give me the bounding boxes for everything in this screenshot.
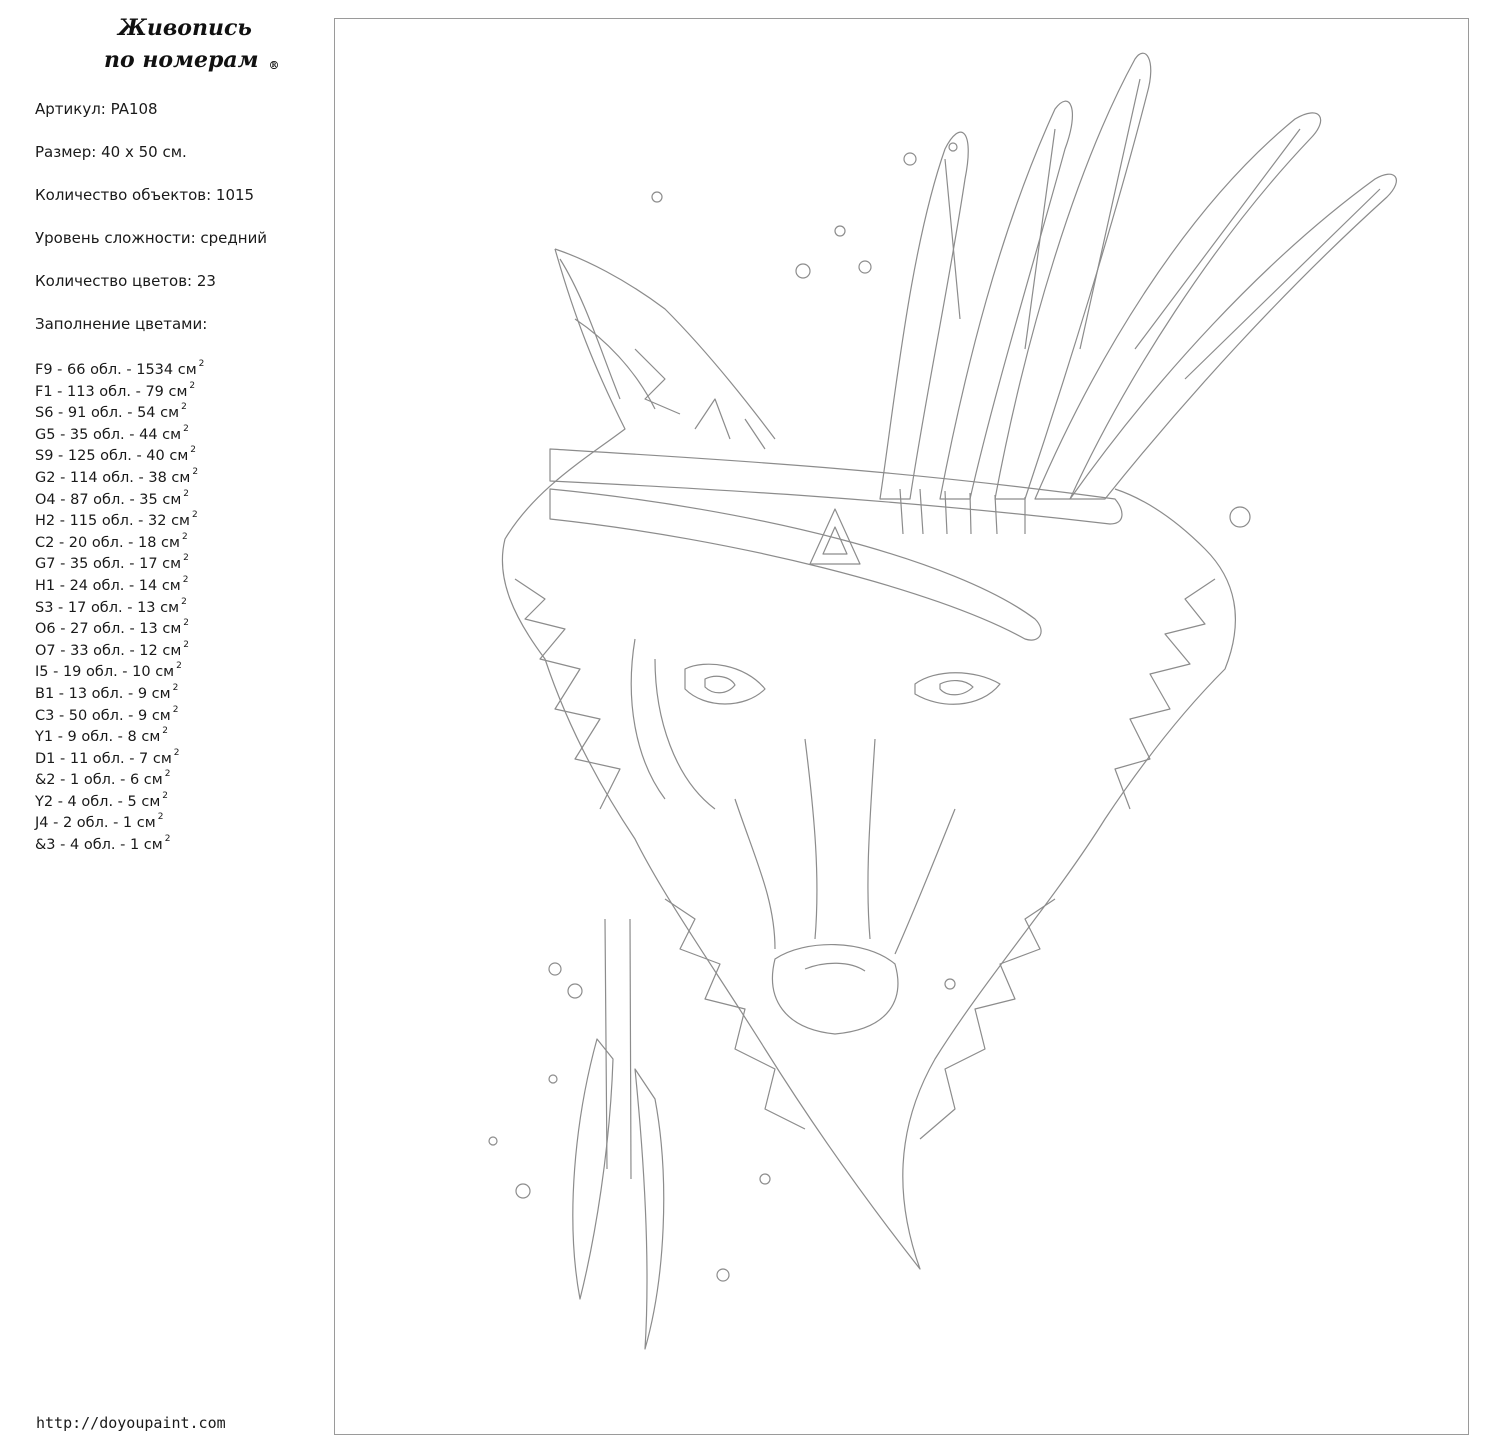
color-fill-item xyxy=(35,615,325,637)
color-fill-text: D1 - 11 обл. - 7 см xyxy=(35,750,172,767)
square-superscript: 2 xyxy=(192,466,199,477)
color-fill-list xyxy=(35,356,325,853)
square-superscript: 2 xyxy=(183,618,189,629)
square-superscript: 2 xyxy=(173,747,180,758)
color-fill-text: S6 - 91 обл. - 54 см xyxy=(35,405,180,422)
square-superscript: 2 xyxy=(181,596,187,607)
square-superscript: 2 xyxy=(172,682,179,693)
color-fill-text: G5 - 35 обл. - 44 см xyxy=(35,426,182,443)
color-fill-item xyxy=(35,464,325,486)
square-superscript: 2 xyxy=(181,402,187,413)
color-fill-text: S9 - 125 обл. - 40 см xyxy=(35,448,189,465)
color-fill-item xyxy=(35,486,325,508)
color-fill-text: O6 - 27 обл. - 13 см xyxy=(35,620,182,637)
color-fill-text: H1 - 24 обл. - 14 см xyxy=(35,577,181,594)
color-fill-item xyxy=(35,550,325,572)
brand-line-1: Живопись xyxy=(118,15,252,41)
color-fill-text: G7 - 35 обл. - 17 см xyxy=(35,556,182,573)
color-fill-item xyxy=(35,442,325,464)
color-fill-item xyxy=(35,766,325,788)
color-fill-item xyxy=(35,658,325,680)
color-fill-text: Y1 - 9 обл. - 8 см xyxy=(35,728,161,745)
registered-mark: ® xyxy=(268,59,280,72)
color-fill-text: G2 - 114 обл. - 38 см xyxy=(35,469,191,486)
brand-logo xyxy=(96,12,296,76)
color-fill-item xyxy=(35,594,325,616)
color-fill-item xyxy=(35,702,325,724)
colors-count-text: Количество цветов: 23 xyxy=(35,272,216,290)
color-fill-text: &3 - 4 обл. - 1 см xyxy=(35,836,163,853)
color-fill-item xyxy=(35,529,325,551)
square-superscript: 2 xyxy=(190,445,197,456)
square-superscript: 2 xyxy=(183,553,189,564)
product-info xyxy=(35,98,315,356)
color-fill-text: I5 - 19 обл. - 10 см xyxy=(35,664,175,681)
color-fill-item xyxy=(35,399,325,421)
color-fill-item xyxy=(35,507,325,529)
color-fill-text: Y2 - 4 обл. - 5 см xyxy=(35,793,161,810)
color-fill-item xyxy=(35,572,325,594)
website-url[interactable]: http://doyoupaint.com xyxy=(36,1414,226,1432)
color-fill-item xyxy=(35,378,325,400)
color-fill-text: &2 - 1 обл. - 6 см xyxy=(35,772,163,789)
square-superscript: 2 xyxy=(189,380,196,391)
square-superscript: 2 xyxy=(191,510,198,521)
color-fill-item xyxy=(35,421,325,443)
article-text: Артикул: PA108 xyxy=(35,100,158,118)
square-superscript: 2 xyxy=(162,790,168,801)
color-fill-item xyxy=(35,831,325,853)
size-text: Размер: 40 x 50 см. xyxy=(35,143,187,161)
square-superscript: 2 xyxy=(176,661,182,672)
color-fill-text: F1 - 113 обл. - 79 см xyxy=(35,383,188,400)
color-fill-item xyxy=(35,356,325,378)
color-fill-item xyxy=(35,723,325,745)
color-fill-text: C2 - 20 обл. - 18 см xyxy=(35,534,180,551)
color-fill-item xyxy=(35,788,325,810)
color-fill-text: F9 - 66 обл. - 1534 см xyxy=(35,361,197,378)
square-superscript: 2 xyxy=(157,812,164,823)
color-fill-text: J4 - 2 обл. - 1 см xyxy=(35,815,156,832)
square-superscript: 2 xyxy=(183,639,189,650)
square-superscript: 2 xyxy=(172,704,179,715)
square-superscript: 2 xyxy=(181,531,188,542)
difficulty-text: Уровень сложности: средний xyxy=(35,229,268,247)
color-fill-text: O7 - 33 обл. - 12 см xyxy=(35,642,182,659)
wolf-outline-illustration xyxy=(335,19,1470,1436)
coloring-canvas xyxy=(334,18,1469,1435)
color-fill-text: C3 - 50 обл. - 9 см xyxy=(35,707,171,724)
color-fill-text: S3 - 17 обл. - 13 см xyxy=(35,599,180,616)
square-superscript: 2 xyxy=(182,574,189,585)
brand-line-2 xyxy=(96,44,296,76)
square-superscript: 2 xyxy=(183,488,189,499)
color-fill-text: B1 - 13 обл. - 9 см xyxy=(35,685,171,702)
square-superscript: 2 xyxy=(164,769,171,780)
square-superscript: 2 xyxy=(162,726,168,737)
square-superscript: 2 xyxy=(198,359,205,369)
square-superscript: 2 xyxy=(164,834,171,845)
brand-line-2-text: по номерам xyxy=(104,47,259,73)
color-fill-item xyxy=(35,680,325,702)
objects-count-text: Количество объектов: 1015 xyxy=(35,186,255,204)
color-fill-item xyxy=(35,637,325,659)
color-fill-item xyxy=(35,809,325,831)
color-fill-text: H2 - 115 обл. - 32 см xyxy=(35,512,190,529)
color-fill-text: O4 - 87 обл. - 35 см xyxy=(35,491,182,508)
color-fill-item xyxy=(35,745,325,767)
fill-title: Заполнение цветами: xyxy=(35,315,208,333)
square-superscript: 2 xyxy=(183,423,189,434)
